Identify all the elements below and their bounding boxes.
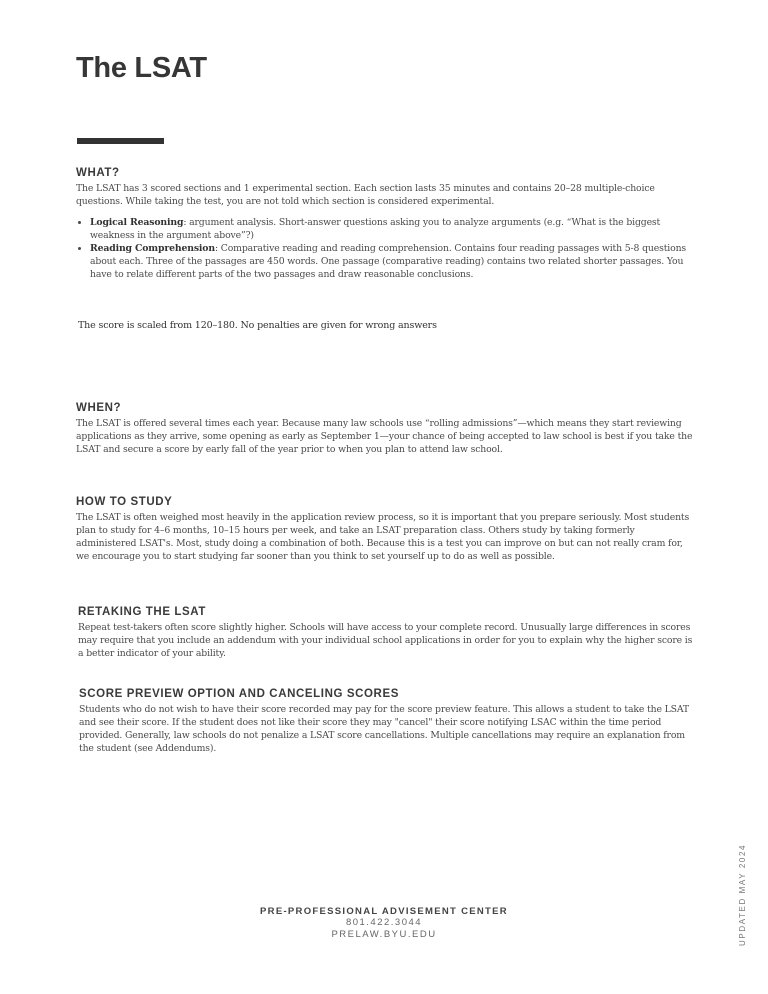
section-score-preview: [79, 688, 699, 755]
section-body-how-to-study: The LSAT is often weighed most heavily in the application review process, so it is important that you prepare seriously. Most students plan to study for 4–6 months, 10–15 hours per week, and take an LSAT preparation class. Others study by taking formerly administered LSAT's. Most, study doing a combination of both. Because this is a test you can improve on but can not really cram for, we encourage you to start studying far sooner than you think to set yourself up to do as well as possible.: [76, 512, 690, 562]
section-heading-what: WHAT?: [76, 167, 120, 179]
section-how-to-study: [76, 496, 696, 563]
footer-phone: 801.422.3044: [345, 917, 423, 928]
section-heading-retaking: RETAKING THE LSAT: [78, 606, 206, 618]
footer-organization: PRE-PROFESSIONAL ADVISEMENT CENTER: [260, 906, 508, 917]
page-title: The LSAT: [76, 52, 207, 84]
section-body-what: The LSAT has 3 scored sections and 1 experimental section. Each section lasts 35 minutes and contains 20–28 multiple-choice questions. While taking the test, you are not told which section is considered experimental.: [76, 183, 655, 207]
term-logical-reasoning: Logical Reasoning: [90, 217, 184, 228]
list-item-logical-reasoning: [90, 216, 696, 242]
list-item-reading-comprehension: [90, 242, 696, 281]
footer-website: PRELAW.BYU.EDU: [331, 929, 437, 940]
title-underline-divider: [77, 138, 164, 144]
description-reading-comprehension: : Comparative reading and reading comprehension. Contains four reading passages with 5-8 questions about each. Three of the passages are 450 words. One passage (comparative reading) contains two related shorter passages. You have to relate different parts of the two passages and draw reasonable conclusions.: [90, 243, 687, 280]
term-reading-comprehension: Reading Comprehension: [90, 243, 215, 254]
section-what: [76, 167, 696, 281]
description-logical-reasoning: : argument analysis. Short-answer questions asking you to analyze arguments (e.g. “What is the biggest weakness in the argument above”?): [90, 217, 661, 241]
footer: [234, 906, 534, 941]
section-body-retaking: Repeat test-takers often score slightly higher. Schools will have access to your complete record. Unusually large differences in scores may require that you include an addendum with your individual school applications in order for you to explain why the higher score is a better indicator of your ability.: [78, 622, 693, 659]
section-when: [76, 402, 696, 456]
updated-date-note: UPDATED MAY 2024: [738, 843, 747, 946]
score-scale-note: The score is scaled from 120–180. No penalties are given for wrong answers: [78, 320, 437, 331]
section-heading-when: WHEN?: [76, 402, 122, 414]
section-heading-how-to-study: HOW TO STUDY: [76, 496, 173, 508]
section-body-when: The LSAT is offered several times each year. Because many law schools use “rolling admissions”—which means they start reviewing applications as they arrive, some opening as early as September 1—your chance of being accepted to law school is best if you take the LSAT and secure a score by early fall of the year prior to when you plan to attend law school.: [76, 418, 693, 455]
section-heading-score-preview: SCORE PREVIEW OPTION AND CANCELING SCORES: [79, 688, 400, 700]
section-retaking: [78, 606, 698, 660]
section-types-list: [76, 216, 696, 281]
section-body-score-preview: Students who do not wish to have their score recorded may pay for the score preview feature. This allows a student to take the LSAT and see their score. If the student does not like their score they may "cancel" their score notifying LSAC within the time period provided. Generally, law schools do not penalize a LSAT score cancellations. Multiple cancellations may require an explanation from the student (see Addendums).: [79, 704, 689, 754]
